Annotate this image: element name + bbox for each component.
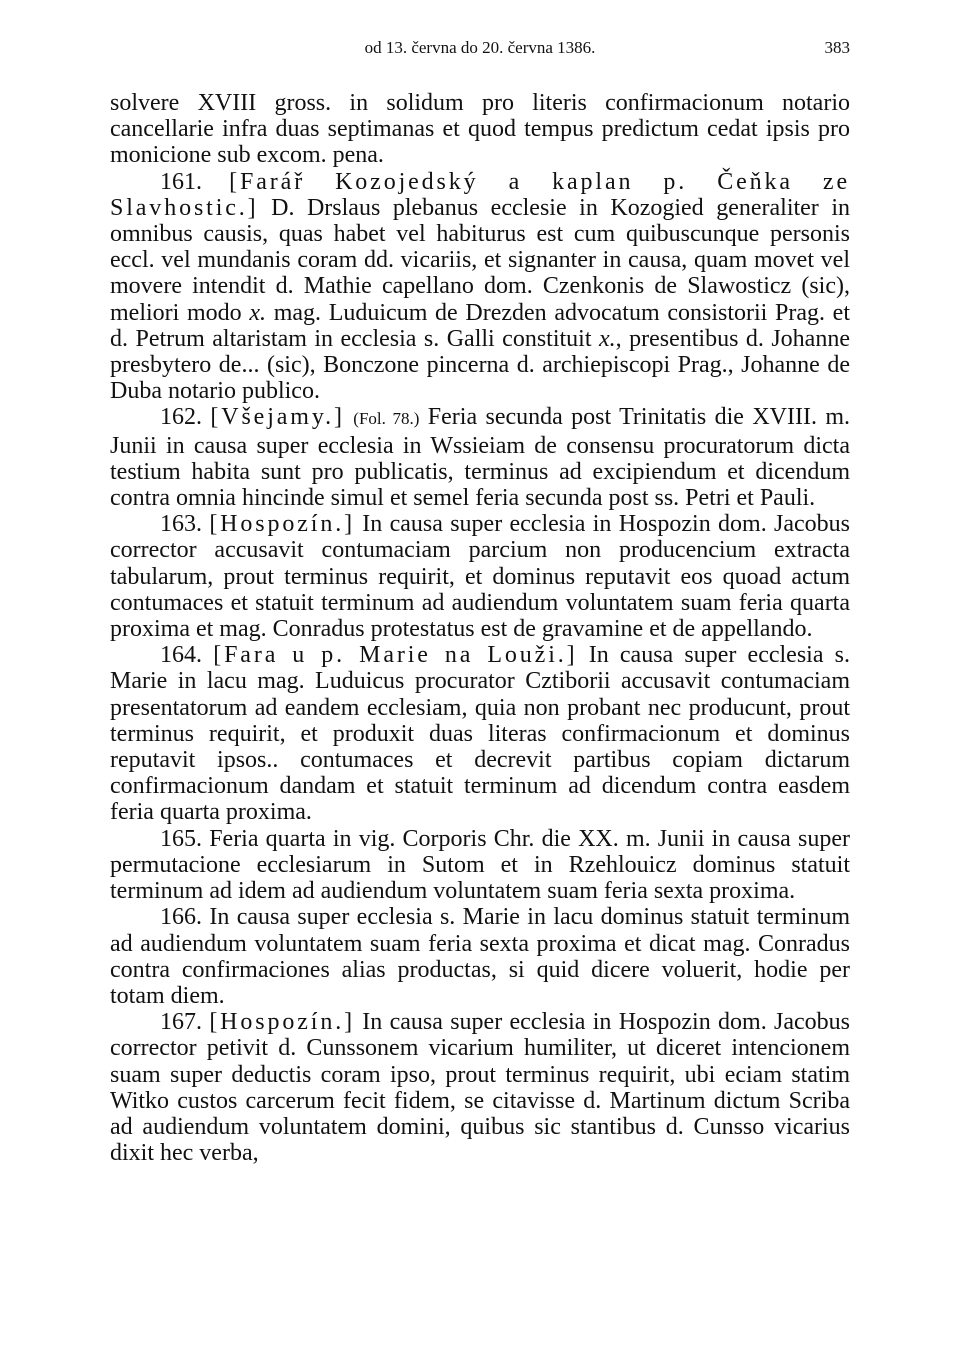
page-header bbox=[110, 38, 850, 62]
entry-title: [Hospozín.] bbox=[209, 1009, 355, 1036]
entry-text: mag. Luduicum de Drezden advocatum consistorii Prag. et d. Petrum altaristam in ecclesia s. Galli constituit bbox=[110, 299, 850, 352]
entry-title: [Farář Kozojedský a kaplan p. Čeňka ze Slavhostic.] bbox=[110, 168, 850, 221]
entry-title: [Všejamy.] bbox=[210, 404, 345, 431]
entry-167 bbox=[110, 1009, 850, 1166]
entry-163 bbox=[110, 511, 850, 642]
entry-text: In causa super ecclesia in Hospozin dom. Jacobus corrector petivit d. Cunssonem vicarium humiliter, ut diceret intencionem suam super deductis coram ipso, prout terminus requirit, ubi eciam statim Witko custos carcerum fecit fidem, se citavisse d. Martinum dictum Scriba ad audiendum voluntatem domini, quibus sic stantibus d. Cunsso vicarius dixit hec verba, bbox=[110, 1009, 850, 1167]
folio-reference: (Fol. 78.) bbox=[353, 409, 420, 429]
entry-number: 164. bbox=[160, 642, 202, 669]
entry-text: Feria secunda post Trinitatis die XVIII. m. Junii in causa super ecclesia in Wssieiam de consensu procuratorum dicta testium habita sunt pro publicatis, terminus ad excipiendum et dicendum contra omnia hincinde simul et semel feria secunda post ss. Petri et Pauli. bbox=[110, 404, 850, 512]
entry-number: 163. bbox=[160, 511, 202, 538]
document-body bbox=[110, 90, 850, 1166]
entry-text: Feria quarta in vig. Corporis Chr. die XX. m. Junii in causa super permutacione ecclesiarum in Sutom et in Rzehlouicz dominus statuit terminum ad idem ad audiendum voluntatem suam feria sexta proxima. bbox=[110, 825, 850, 905]
abbrev-symbol: x. bbox=[598, 325, 616, 352]
entry-number: 162. bbox=[160, 404, 202, 431]
entry-number: 166. bbox=[160, 904, 202, 931]
entry-text: In causa super ecclesia in Hospozin dom. Jacobus corrector accusavit contumaciam parcium non producencium extracta tabularum, prout terminus requirit, et dominus reputavit eos quoad actum contumaces et statuit terminum ad audiendum voluntatem suam feria quarta proxima et mag. Conradus protestatus est de gravamine et de appellando. bbox=[110, 511, 850, 643]
entry-text: In causa super ecclesia s. Marie in lacu mag. Luduicus procurator Cztiborii accusavit contumaciam presentatorum ad eandem ecclesiam, quia non probant nec producunt, prout terminus requirit, et produxit duas literas confirmacionum et dominus reputavit ipsos.. contumaces et decrevit partibus copiam dictarum confirmacionum dandam et statuit terminum ad dicendum contra easdem feria quarta proxima. bbox=[110, 642, 851, 826]
entry-number: 161. bbox=[160, 168, 202, 195]
entry-161 bbox=[110, 169, 850, 405]
page-number: 383 bbox=[824, 38, 850, 57]
entry-164 bbox=[110, 642, 850, 825]
entry-166 bbox=[110, 904, 850, 1009]
entry-165 bbox=[110, 826, 850, 905]
entry-text: In causa super ecclesia s. Marie in lacu dominus statuit terminum ad audiendum voluntatem suam feria sexta proxima et dicat mag. Conradus contra confirmaciones alias productas, si quid dicere voluerit, hodie per totam diem. bbox=[110, 904, 851, 1009]
entry-number: 165. bbox=[160, 825, 202, 852]
entry-162 bbox=[110, 404, 850, 511]
running-head: od 13. června do 20. června 1386. bbox=[364, 38, 596, 57]
entry-title: [Fara u p. Marie na Louži.] bbox=[213, 642, 578, 669]
entry-text: D. Drslaus plebanus ecclesie in Kozogied generaliter in omnibus causis, quas habet vel habiturus est cum quibuscunque personis eccl. vel mundanis coram dd. vicariis, et signanter in causa, quam movet vel movere intendit d. Mathie capellano dom. Czenkonis de Slawosticz (sic), meliori modo bbox=[110, 194, 850, 326]
entry-number: 167. bbox=[160, 1009, 202, 1036]
entry-text: , presentibus d. Johanne presbytero de... (sic), Bonczone pincerna d. archiepiscopi Prag., Johanne de Duba notario publico. bbox=[110, 325, 850, 405]
entry-title: [Hospozín.] bbox=[209, 511, 355, 538]
abbrev-symbol: x. bbox=[249, 299, 267, 326]
continuation-paragraph: solvere XVIII gross. in solidum pro literis confirmacionum notario cancellarie infra duas septimanas et quod tempus predictum cedat ipsis pro monicione sub excom. pena. bbox=[110, 90, 850, 169]
